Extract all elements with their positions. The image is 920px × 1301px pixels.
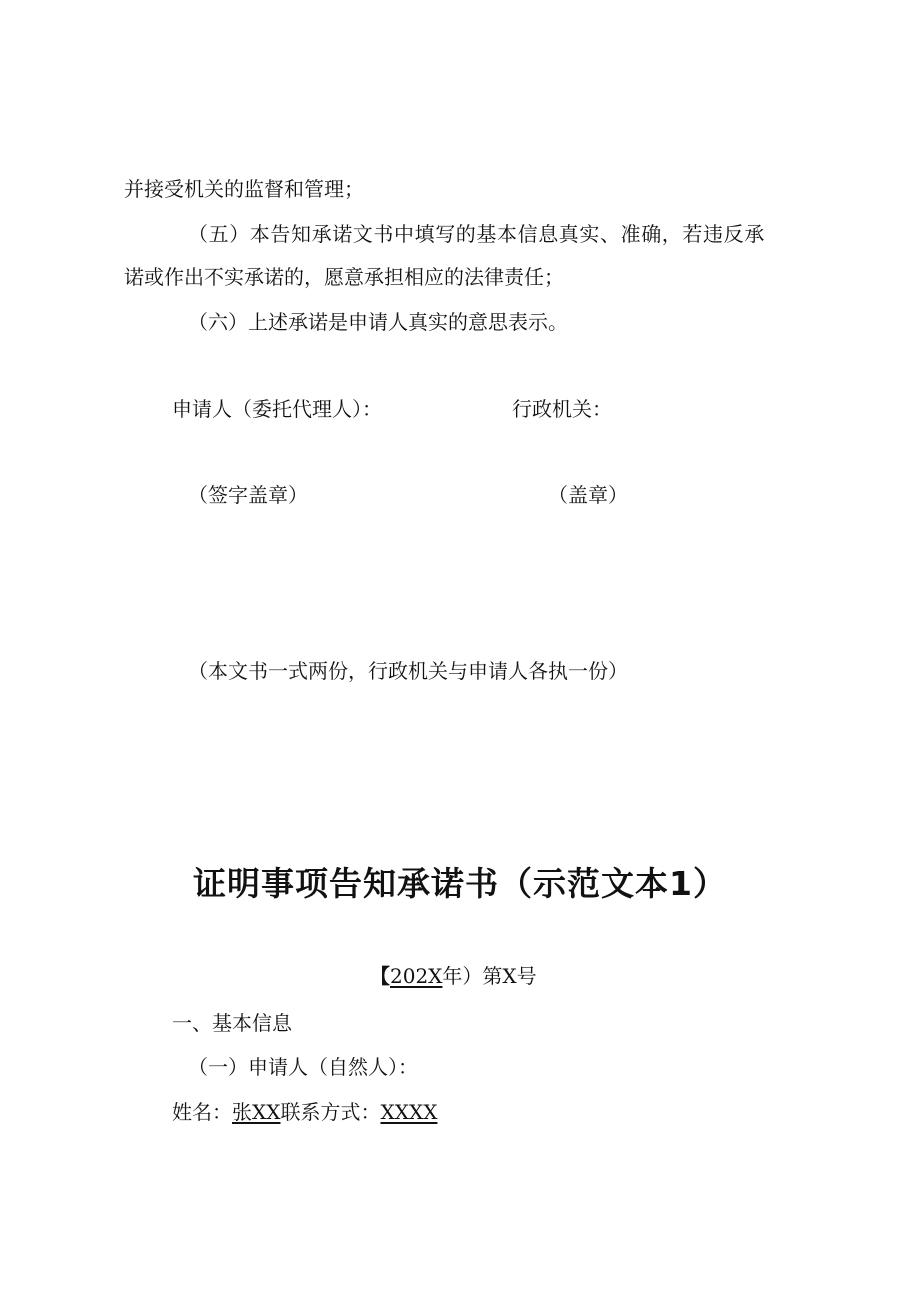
applicant-signature-label: 申请人（委托代理人）： [172,397,382,421]
commitment-item-5-line-1: （五）本告知承诺文书中填写的基本信息真实、准确，若违反承 [188,222,765,246]
document-number-bracket: 【 [370,964,390,988]
commitment-item-5-line-2: 诺或作出不实承诺的，愿意承担相应的法律责任； [124,265,564,289]
authority-seal-note: （盖章） [548,483,628,507]
contact-value: XXXX [380,1100,438,1124]
applicant-seal-note: （签字盖章） [188,483,308,507]
copies-note: （本文书一式两份，行政机关与申请人各执一份） [188,659,628,683]
applicant-info-line [172,1098,437,1126]
document-title: 证明事项告知承诺书（示范文本1） [193,864,727,903]
continuation-text: 并接受机关的监督和管理； [124,177,364,201]
document-number [370,962,537,990]
name-label: 姓名： [172,1100,232,1124]
commitment-item-6: （六）上述承诺是申请人真实的意思表示。 [188,310,568,334]
authority-signature-label: 行政机关： [512,397,612,421]
name-value: 张XX [232,1100,281,1124]
document-number-year: 202X [390,964,443,988]
subsection-1-heading: （一）申请人（自然人）： [188,1055,418,1079]
section-1-heading: 一、基本信息 [172,1011,292,1035]
document-number-suffix: 年）第X号 [442,964,537,988]
contact-label: 联系方式： [280,1100,381,1124]
